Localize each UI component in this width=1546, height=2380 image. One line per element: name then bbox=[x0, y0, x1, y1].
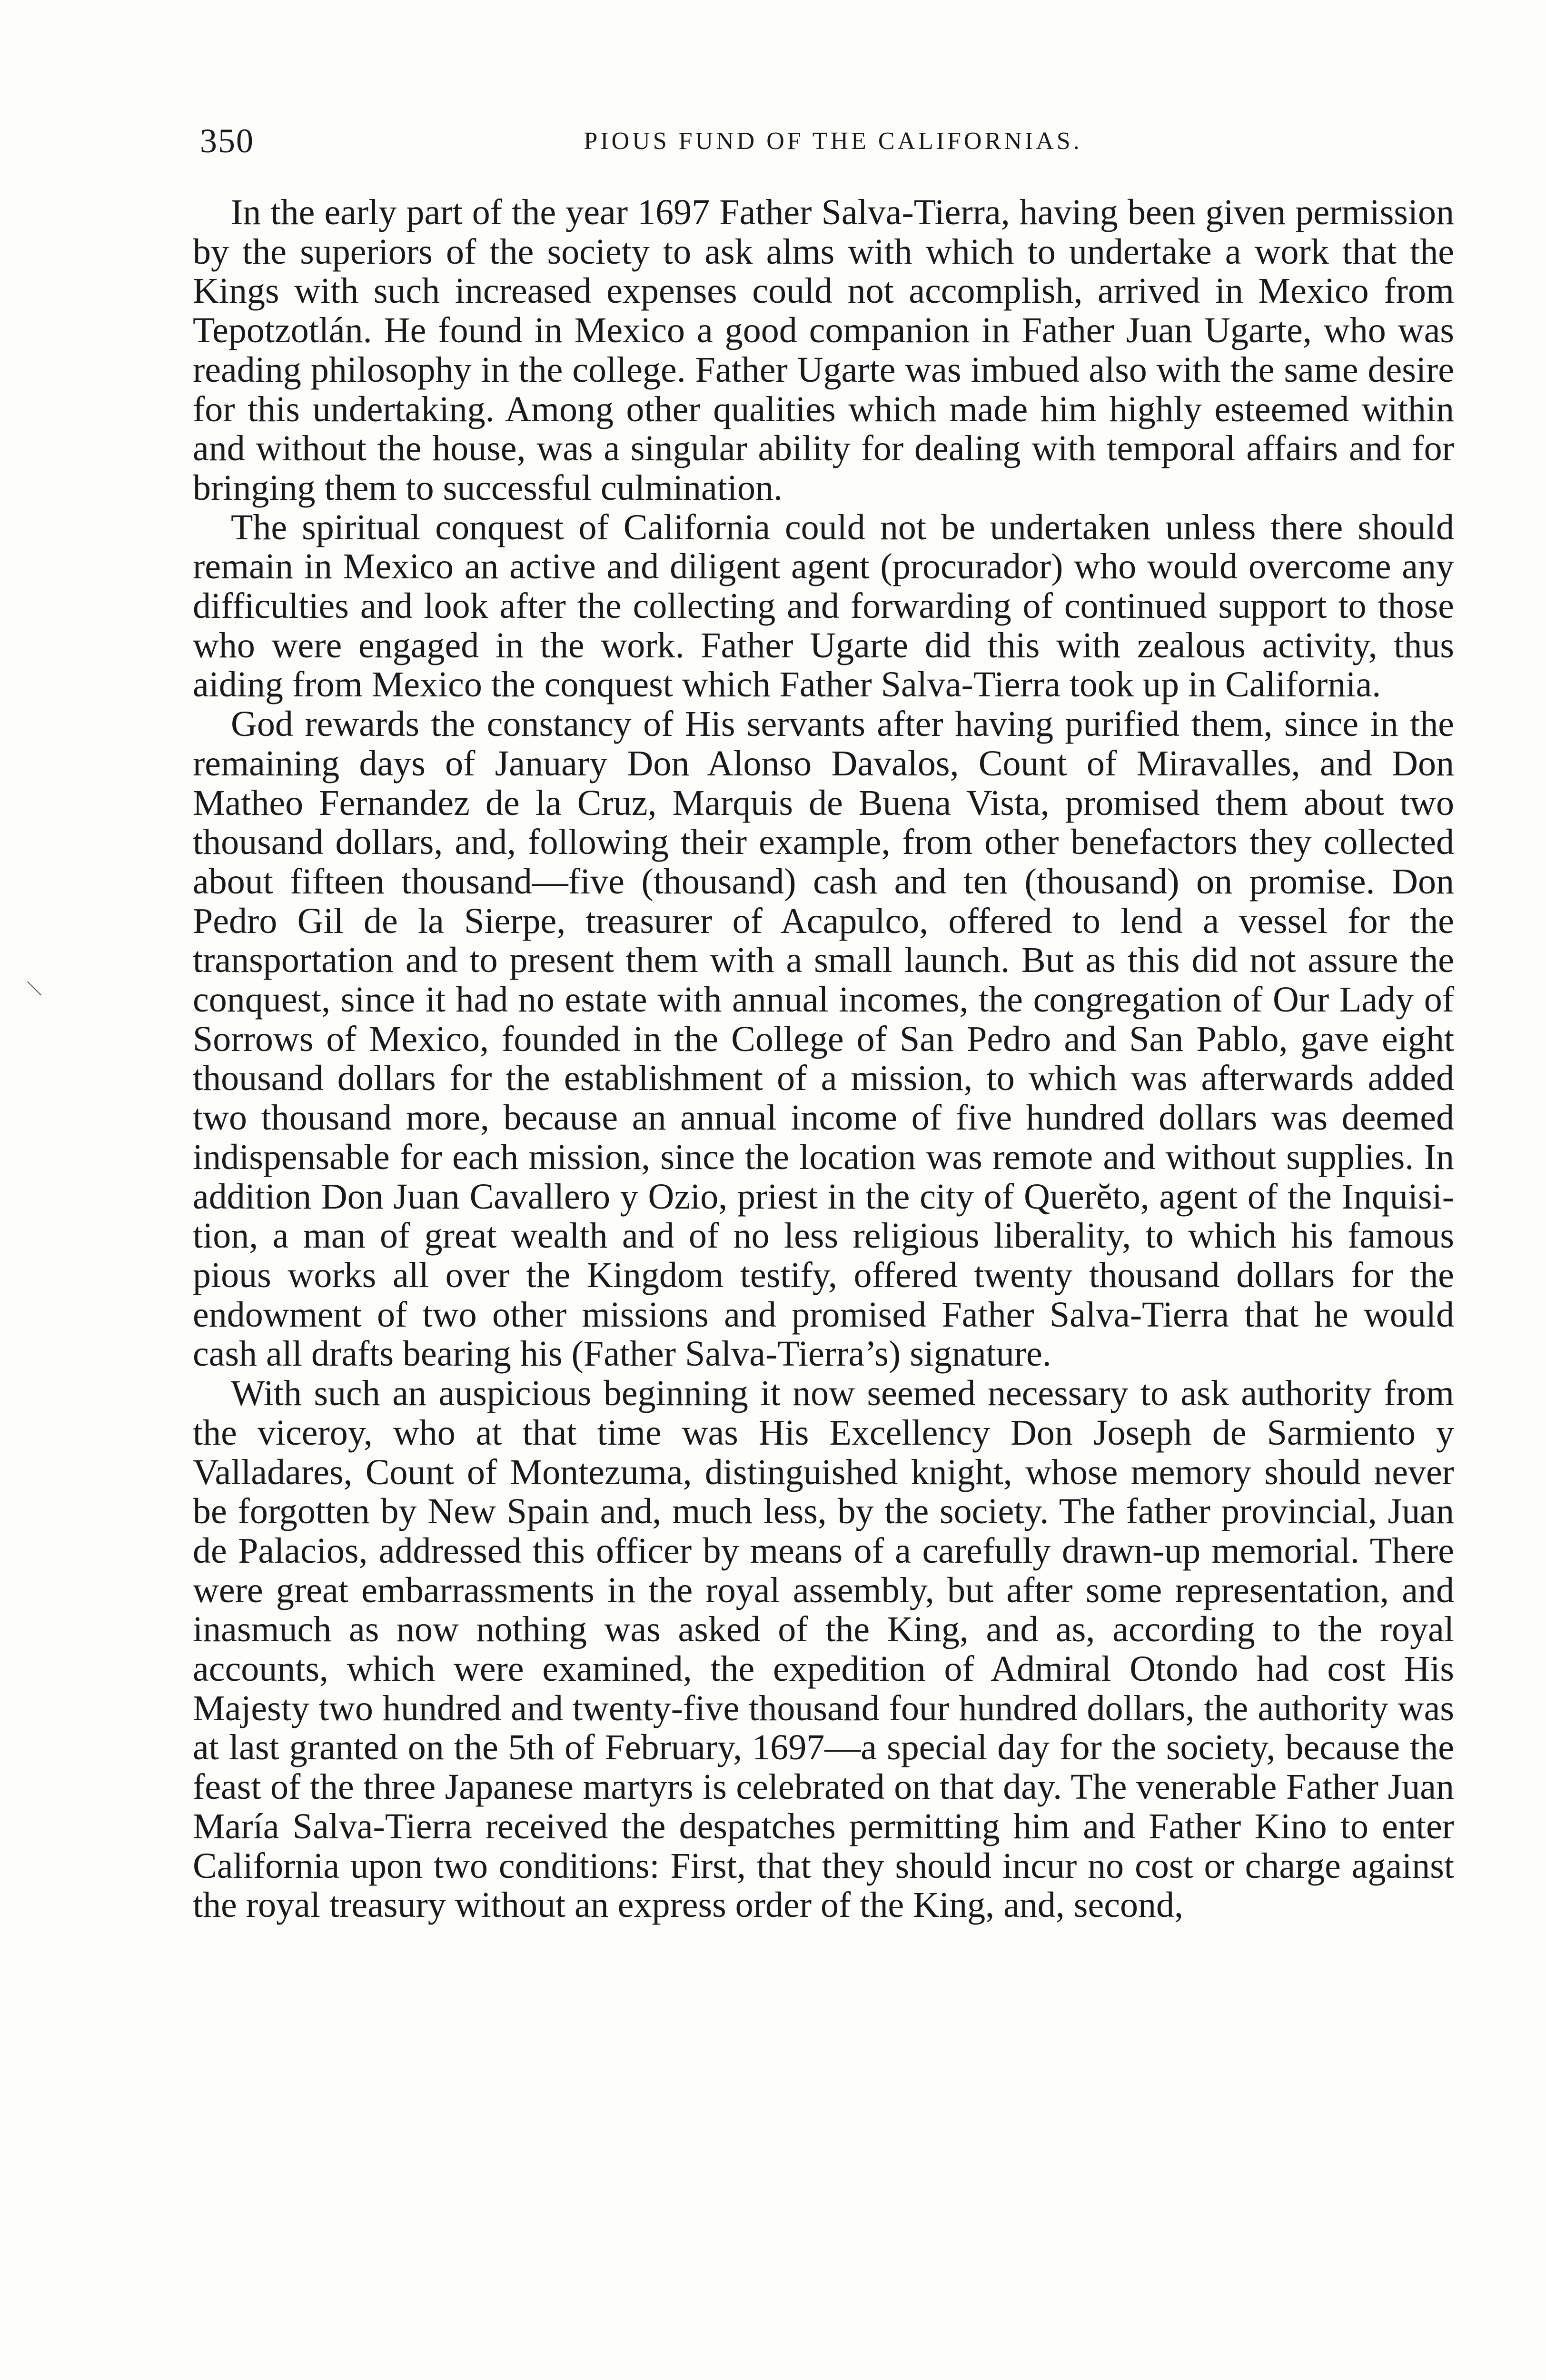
paragraph: In the early part of the year 1697 Father Salva-Tierra, having been given permission by the superiors of the society to ask alms with which to undertake a work that the Kings with such increased expenses could not accomplish, arrived in Mexico from Tepotzotlán. He found in Mexico a good companion in Father Juan Ugarte, who was reading philosophy in the college. Father Ugarte was imbued also with the same desire for this undertaking. Among other qualities which made him highly esteemed within and without the house, was a singular ability for dealing with temporal affairs and for bringing them to successful culmination. bbox=[193, 192, 1454, 508]
paragraph: With such an auspicious beginning it now seemed necessary to ask authority from the viceroy, who at that time was His Excellency Don Joseph de Sarmiento y Valladares, Count of Montezuma, distinguished knight, whose memory should never be forgotten by New Spain and, much less, by the society. The father provincial, Juan de Palacios, addressed this officer by means of a carefully drawn-up memorial. There were great embarrassments in the royal assembly, but after some representation, and inasmuch as now nothing was asked of the King, and as, according to the royal accounts, which were examined, the expedition of Admiral Otondo had cost His Majesty two hundred and twenty-five thousand four hundred dollars, the authority was at last granted on the 5th of February, 1697—a special day for the society, because the feast of the three Japanese martyrs is celebrated on that day. The venerable Father Juan María Salva-Tierra received the despatches permitting him and Father Kino to enter California upon two conditions: First, that they should incur no cost or charge against the royal treasury without an express order of the King, and, second, bbox=[193, 1373, 1454, 1925]
margin-mark: — bbox=[21, 972, 50, 1002]
running-header bbox=[200, 121, 1466, 164]
page-number: 350 bbox=[200, 122, 254, 160]
paragraph: God rewards the constancy of His servants after having purified them, since in the remaining days of January Don Alonso Davalos, Count of Miravalles, and Don Matheo Fernandez de la Cruz, Marquis de Buena Vista, promised them about two thousand dollars, and, following their example, from other benefactors they collected about fifteen thousand—five (thousand) cash and ten (thousand) on promise. Don Pedro Gil de la Sierpe, treasurer of Acapulco, offered to lend a vessel for the transportation and to present them with a small launch. But as this did not assure the conquest, since it had no estate with annual incomes, the congregation of Our Lady of Sorrows of Mexico, founded in the College of San Pedro and San Pablo, gave eight thousand dollars for the establishment of a mission, to which was afterwards added two thousand more, because an annual income of five hundred dollars was deemed indispensable for each mission, since the location was remote and without supplies. In addition Don Juan Cavallero y Ozio, priest in the city of Querĕto, agent of the Inquisition, a man of great wealth and of no less religious liberality, to which his famous pious works all over the Kingdom testify, offered twenty thousand dollars for the endowment of two other missions and promised Father Salva-Tierra that he would cash all drafts bearing his (Father Salva-Tierra’s) signature. bbox=[193, 704, 1454, 1374]
paragraph: The spiritual conquest of California could not be undertaken unless there should remain in Mexico an active and diligent agent (procurador) who would overcome any difficulties and look after the collecting and forwarding of continued support to those who were engaged in the work. Father Ugarte did this with zealous activity, thus aiding from Mexico the conquest which Father Salva-Tierra took up in California. bbox=[193, 507, 1454, 705]
body-text bbox=[193, 193, 1454, 1925]
running-title: PIOUS FUND OF THE CALIFORNIAS. bbox=[584, 128, 1082, 155]
